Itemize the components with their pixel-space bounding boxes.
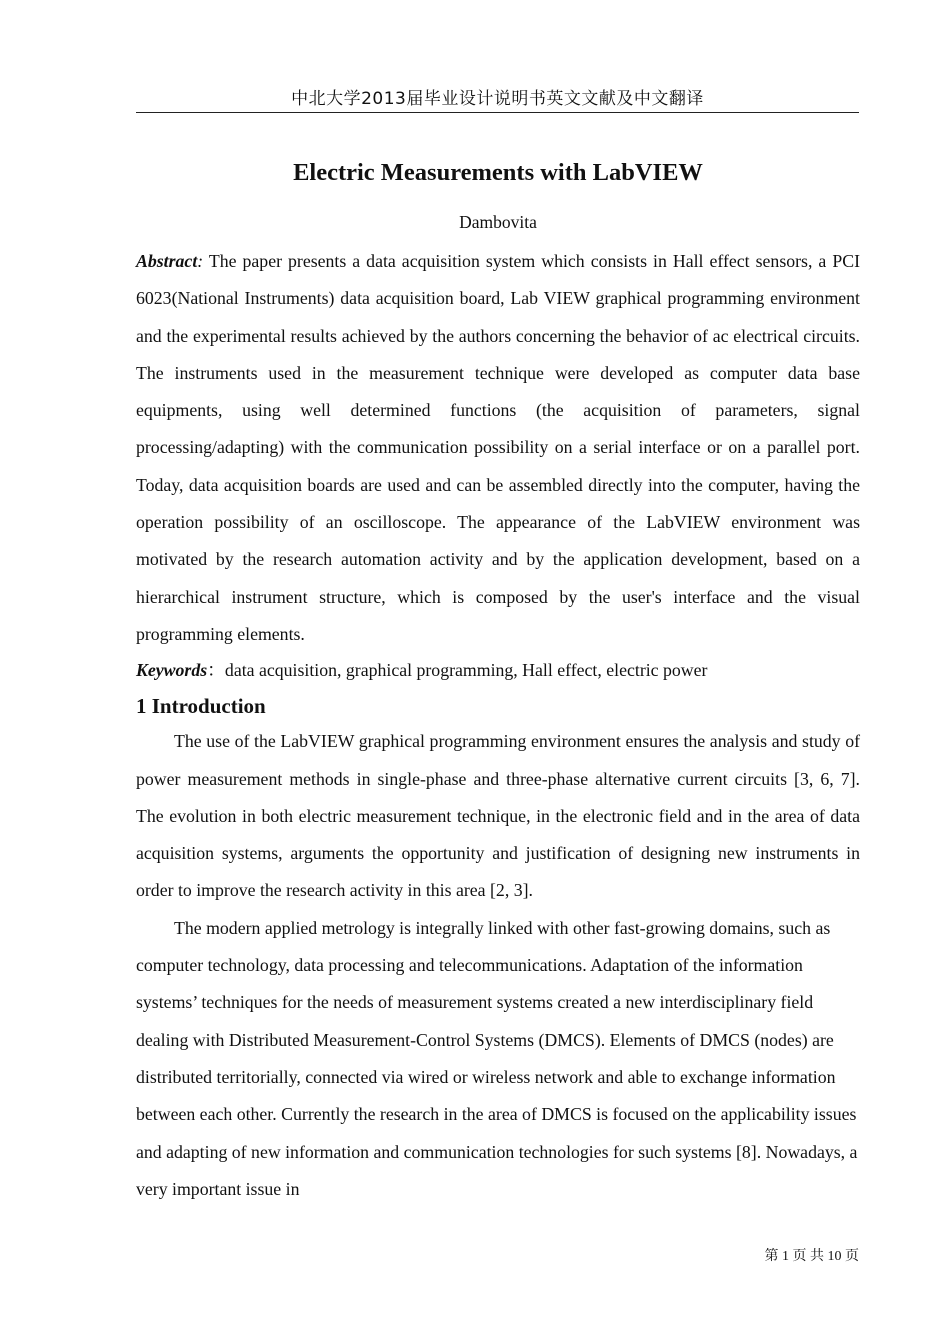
page-number: 第 1 页 共 10 页: [764, 1249, 859, 1264]
keywords-line: [136, 657, 860, 683]
abstract-colon: :: [197, 251, 204, 271]
abstract-text: The paper presents a data acquisition system which consists in Hall effect sensors, a PCI 6023(National Instruments) data acquisition board, Lab VIEW graphical programming environment and the experimental results achieved by the authors concerning the behavior of ac electrical circuits. The instruments used in the measurement technique were developed as computer data base equipments, using well determined functions (the acquisition of parameters, signal processing/adapting) with the communication possibility on a serial interface or on a parallel port. Today, data acquisition boards are used and can be assembled directly into the computer, having the operation possibility of an oscilloscope. The appearance of the LabVIEW environment was motivated by the research automation activity and by the application development, based on a hierarchical instrument structure, which is composed by the user's interface and the visual programming elements.: [136, 251, 860, 644]
intro-paragraph-1: The use of the LabVIEW graphical programming environment ensures the analysis and study of power measurement methods in single-phase and three-phase alternative current circuits [3, 6, 7]. The evolution in both electric measurement technique, in the electronic field and in the area of data acquisition systems, arguments the opportunity and justification of designing new instruments in order to improve the research activity in this area [2, 3].: [136, 731, 860, 901]
keywords-text: data acquisition, graphical programming, Hall effect, electric power: [224, 660, 708, 681]
abstract-label: Abstract: [136, 251, 198, 271]
paper-title: Electric Measurements with LabVIEW: [293, 159, 703, 186]
author-name: Dambovita: [459, 212, 537, 232]
intro-paragraph-2: The modern applied metrology is integrally linked with other fast-growing domains, such as computer technology, data processing and telecommunications. Adaptation of the information systems’ techniques for the needs of measurement systems created a new interdisciplinary field dealing with Distributed Measurement-Control Systems (DMCS). Elements of DMCS (nodes) are distributed territorially, connected via wired or wireless network and able to exchange information between each other. Currently the research in the area of DMCS is focused on the applicability issues and adapting of new information and communication technologies for such systems [8]. Nowadays, a very important issue in: [136, 917, 858, 1199]
keywords-separator: ：: [207, 660, 225, 681]
keywords-label: Keywords: [136, 660, 208, 681]
page-header: 中北大学2013届毕业设计说明书英文文献及中文翻译: [136, 88, 859, 113]
abstract-paragraph: [136, 243, 860, 653]
section-heading-introduction: 1 Introduction: [136, 694, 266, 719]
document-body: [136, 155, 860, 1208]
